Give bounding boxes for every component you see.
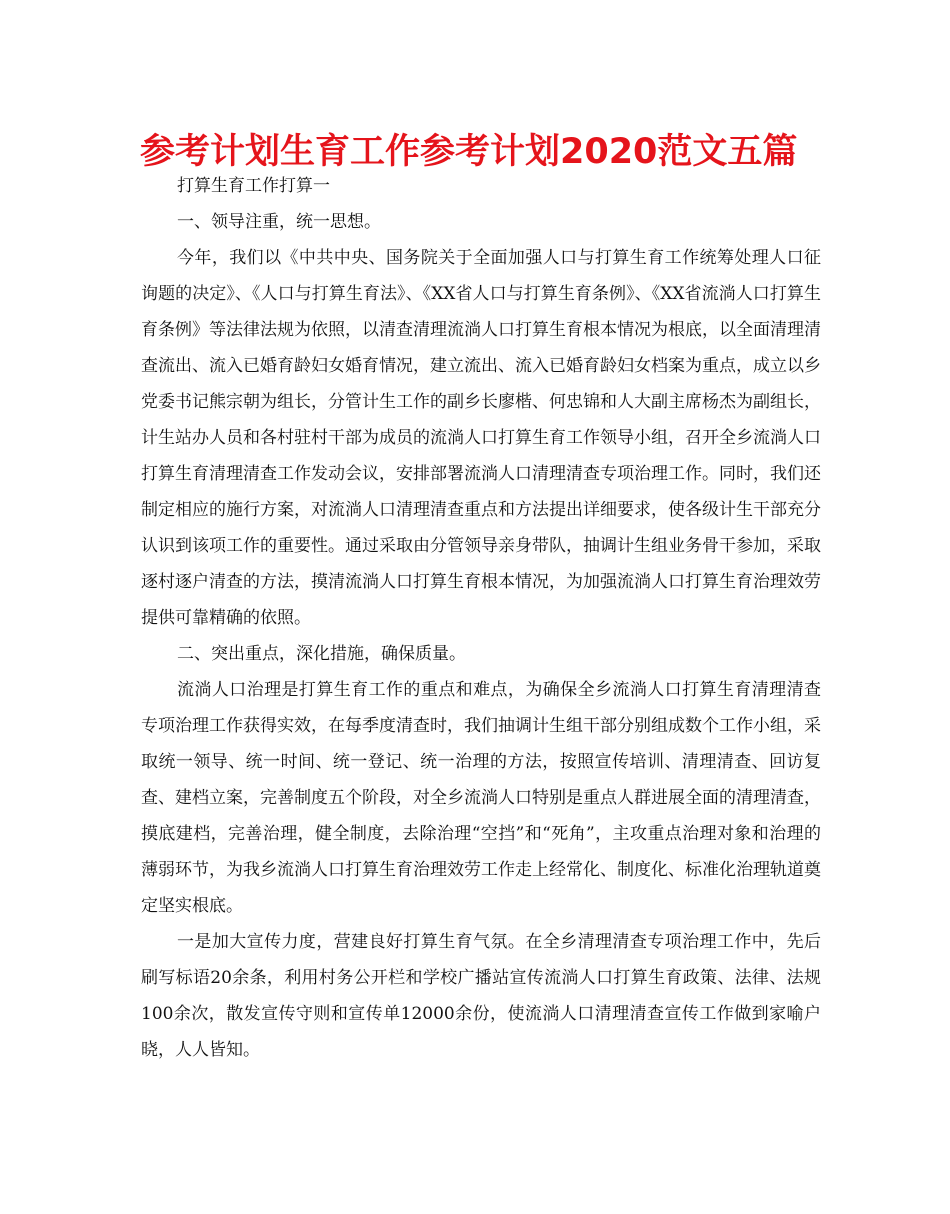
- paragraph-heading-1: 一、领导注重，统一思想。: [177, 212, 381, 232]
- paragraph-heading-2: 二、突出重点，深化措施，确保质量。: [177, 644, 466, 664]
- paragraph-body-2: 流淌人口治理是打算生育工作的重点和难点，为确保全乡流淌人口打算生育清理清查专项治理工作获得实效，在每季度清查时，我们抽调计生组干部分别组成数个工作小组，采取统一领导、统一时间、统一登记、统一治理的方法，按照宣传培训、清理清查、回访复查、建档立案，完善制度五个阶段，对全乡流淌人口特别是重点人群进展全面的清理清查，摸底建档，完善治理，健全制度，去除治理“空挡”和“死角”，主攻重点治理对象和治理的薄弱环节，为我乡流淌人口打算生育治理效劳工作走上经常化、制度化、标准化治理轨道奠定坚实根底。: [141, 680, 821, 916]
- document-title: 参考计划生育工作参考计划2020范文五篇: [140, 132, 798, 172]
- paragraph-subtitle: 打算生育工作打算一: [177, 176, 330, 196]
- document-body: [141, 168, 821, 1068]
- paragraph-body-1: 今年，我们以《中共中央、国务院关于全面加强人口与打算生育工作统筹处理人口征询题的决定》、《人口与打算生育法》、《XX省人口与打算生育条例》、《XX省流淌人口打算生育条例》等法律法规为依照，以清查清理流淌人口打算生育根本情况为根底，以全面清理清查流出、流入已婚育龄妇女婚育情况，建立流出、流入已婚育龄妇女档案为重点，成立以乡党委书记熊宗朝为组长，分管计生工作的副乡长廖楷、何忠锦和人大副主席杨杰为副组长，计生站办人员和各村驻村干部为成员的流淌人口打算生育工作领导小组，召开全乡流淌人口打算生育清理清查工作发动会议，安排部署流淌人口清理清查专项治理工作。同时，我们还制定相应的施行方案，对流淌人口清理清查重点和方法提出详细要求，使各级计生干部充分认识到该项工作的重要性。通过采取由分管领导亲身带队，抽调计生组业务骨干参加，采取逐村逐户清查的方法，摸清流淌人口打算生育根本情况，为加强流淌人口打算生育治理效劳提供可靠精确的依照。: [141, 248, 821, 628]
- paragraph-body-3: 一是加大宣传力度，营建良好打算生育气氛。在全乡清理清查专项治理工作中，先后刷写标语20余条，利用村务公开栏和学校广播站宣传流淌人口打算生育政策、法律、法规100余次，散发宣传守则和宣传单12000余份，使流淌人口清理清查宣传工作做到家喻户晓，人人皆知。: [141, 932, 821, 1060]
